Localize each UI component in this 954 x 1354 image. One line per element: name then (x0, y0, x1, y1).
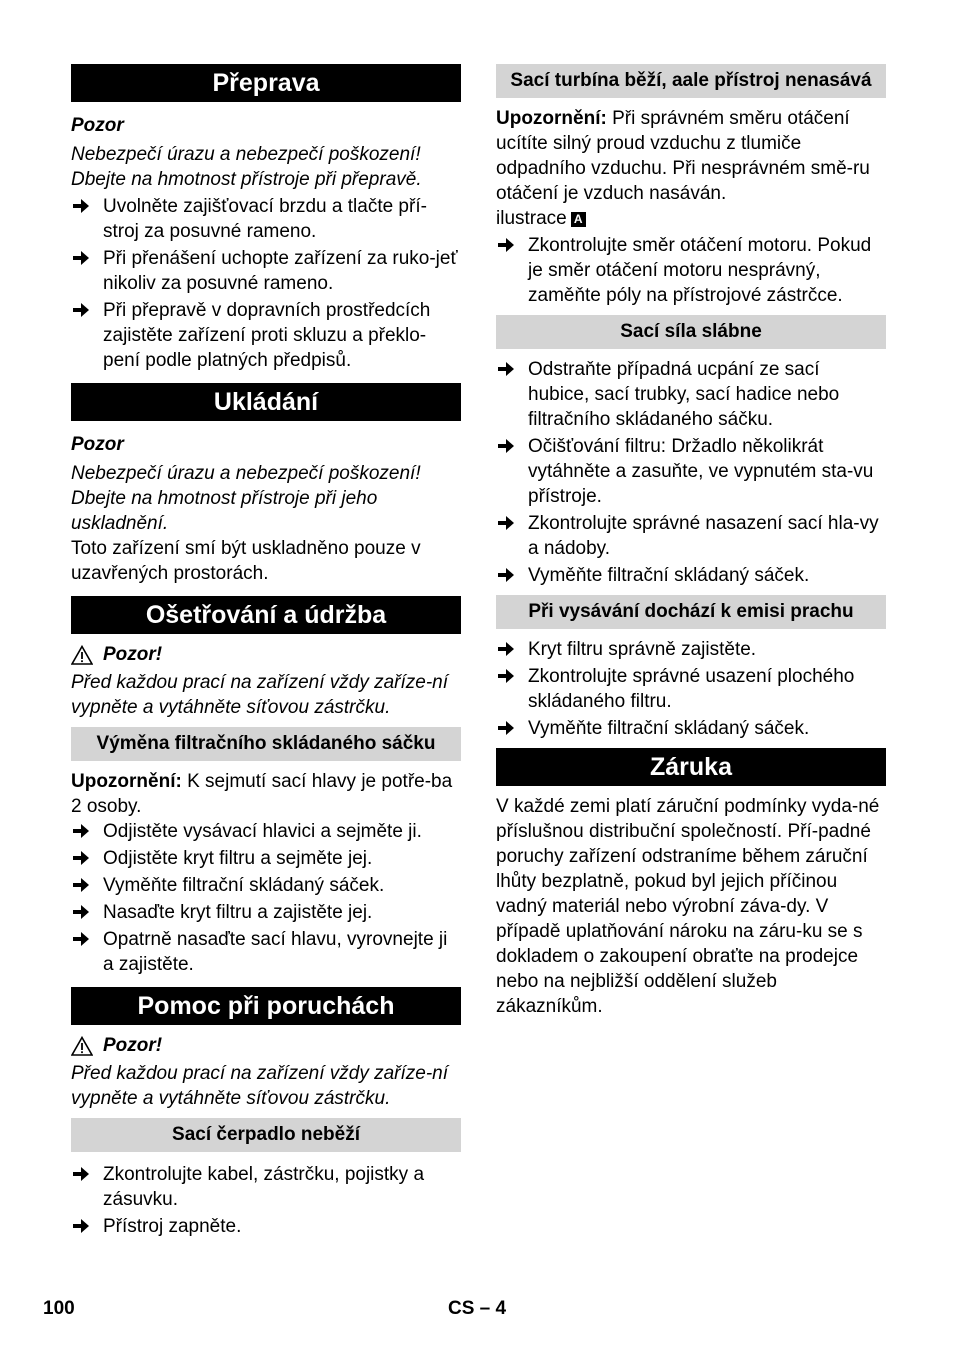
warning-row (71, 1035, 461, 1057)
arrow-right-icon (73, 878, 89, 892)
right-column (496, 64, 886, 1019)
arrow-right-icon (73, 1219, 89, 1233)
preprava-list (71, 194, 461, 373)
subheading-filter-bag: Výměna filtračního skládaného sáčku (71, 727, 461, 761)
list-item: Odstraňte případná ucpání ze sací hubice, sací trubky, sací hadice nebo filtračního skládaného sáčku. (496, 357, 886, 432)
arrow-right-icon (73, 824, 89, 838)
list-item: Vyměňte filtrační skládaný sáček. (496, 563, 886, 588)
arrow-right-icon (498, 568, 514, 582)
list-item: Nasaďte kryt filtru a zajistěte jej. (71, 900, 461, 925)
list-item: Vyměňte filtrační skládaný sáček. (496, 716, 886, 741)
list-item: Opatrně nasaďte sací hlavu, vyrovnejte ji a zajistěte. (71, 927, 461, 977)
warning-triangle-icon (71, 645, 93, 665)
storage-text: Toto zařízení smí být uskladněno pouze v uzavřených prostorách. (71, 538, 421, 584)
pump-list (71, 1162, 461, 1239)
list-item: Při přepravě v dopravních prostředcích zajistěte zařízení proti skluzu a překlo-pení podle platných předpisů. (71, 298, 461, 373)
subheading-pump: Sací čerpadlo neběží (71, 1118, 461, 1152)
list-item: Vyměňte filtrační skládaný sáček. (71, 873, 461, 898)
arrow-right-icon (498, 721, 514, 735)
list-item: Při přenášení uchopte zařízení za ruko-jeť nikoliv za posuvné rameno. (71, 246, 461, 296)
note-text: Při správném směru otáčení ucítíte silný proud vzduchu z tlumiče odpadního vzduchu. Při nesprávném smě-ru otáčení je vzduch nasáván. (496, 108, 870, 204)
heading-ukladani: Ukládání (71, 383, 461, 421)
subheading-dust: Při vysávání dochází k emisi prachu (496, 595, 886, 629)
warning-label: Pozor! (103, 644, 163, 665)
arrow-right-icon (73, 199, 89, 213)
list-item: Přístroj zapněte. (71, 1214, 461, 1239)
arrow-right-icon (73, 1167, 89, 1181)
caution-text: Nebezpečí úrazu a nebezpečí poškození! Dbejte na hmotnost přístroje při přepravě. (71, 144, 422, 190)
warning-triangle-icon (71, 1036, 93, 1056)
suction-list (496, 357, 886, 588)
page-number: 100 (43, 1298, 75, 1319)
note-paragraph (496, 106, 886, 206)
arrow-right-icon (73, 851, 89, 865)
dust-list (496, 637, 886, 741)
left-column (71, 64, 461, 1241)
heading-osetrovani: Ošetřování a údržba (71, 596, 461, 634)
arrow-right-icon (73, 303, 89, 317)
arrow-right-icon (73, 905, 89, 919)
caution-label: Pozor (71, 434, 124, 455)
list-item: Zkontrolujte správné usazení plochého skládaného filtru. (496, 664, 886, 714)
caution-text: Nebezpečí úrazu a nebezpečí poškození! Dbejte na hmotnost přístroje při jeho uskladnění. (71, 463, 421, 534)
arrow-right-icon (498, 669, 514, 683)
arrow-right-icon (498, 362, 514, 376)
list-item: Kryt filtru správně zajistěte. (496, 637, 886, 662)
list-item: Zkontrolujte správné nasazení sací hla-vy a nádoby. (496, 511, 886, 561)
subheading-suction: Sací síla slábne (496, 315, 886, 349)
list-item: Zkontrolujte směr otáčení motoru. Pokud je směr otáčení motoru nesprávný, zaměňte póly na přístrojové zástrčce. (496, 233, 886, 308)
note-paragraph (71, 769, 461, 819)
warning-row (71, 644, 461, 666)
list-item: Zkontrolujte kabel, zástrčku, pojistky a zásuvku. (71, 1162, 461, 1212)
filter-bag-list (71, 819, 461, 977)
warranty-text: V každé zemi platí záruční podmínky vyda-né příslušnou distribuční společností. Pří-padné poruchy zařízení odstraníme během záruční lhůty bezplatně, pokud byl jejich příčinou vadný materiál nebo výrobní záva-dy. V případě uplatňování nároku na záru-ku se s dokladem o zakoupení obraťte na prodejce nebo na nejbližší oddělení služeb zákazníkům. (496, 796, 880, 1017)
warning-text: Před každou prací na zařízení vždy zaříze-ní vypněte a vytáhněte síťovou zástrčku. (71, 1063, 449, 1109)
heading-preprava: Přeprava (71, 64, 461, 102)
heading-zaruka: Záruka (496, 748, 886, 786)
note-label: Upozornění: (496, 108, 607, 129)
list-item: Odjistěte vysávací hlavici a sejměte ji. (71, 819, 461, 844)
note-label: Upozornění: (71, 771, 182, 792)
subheading-turbine: Sací turbína běží, aale přístroj nenasává (496, 64, 886, 98)
language-page-label: CS – 4 (448, 1298, 507, 1319)
caution-label: Pozor (71, 115, 124, 136)
arrow-right-icon (73, 932, 89, 946)
warning-text: Před každou prací na zařízení vždy zaříze-ní vypněte a vytáhněte síťovou zástrčku. (71, 672, 449, 718)
list-item: Odjistěte kryt filtru a sejměte jej. (71, 846, 461, 871)
arrow-right-icon (498, 238, 514, 252)
note-text: K sejmutí sací hlavy je potře-ba 2 osoby. (71, 771, 453, 817)
arrow-right-icon (498, 439, 514, 453)
list-item: Očišťování filtru: Držadlo několikrát vytáhněte a zasuňte, ve vypnutém sta-vu přístroje. (496, 434, 886, 509)
heading-pomoc: Pomoc při poruchách (71, 987, 461, 1025)
warning-label: Pozor! (103, 1035, 163, 1056)
arrow-right-icon (73, 251, 89, 265)
turbine-list (496, 233, 886, 308)
figure-ref-icon: A (571, 212, 586, 227)
arrow-right-icon (498, 516, 514, 530)
illustration-ref: ilustrace A (496, 206, 886, 231)
arrow-right-icon (498, 642, 514, 656)
list-item: Uvolněte zajišťovací brzdu a tlačte pří-stroj za posuvné rameno. (71, 194, 461, 244)
